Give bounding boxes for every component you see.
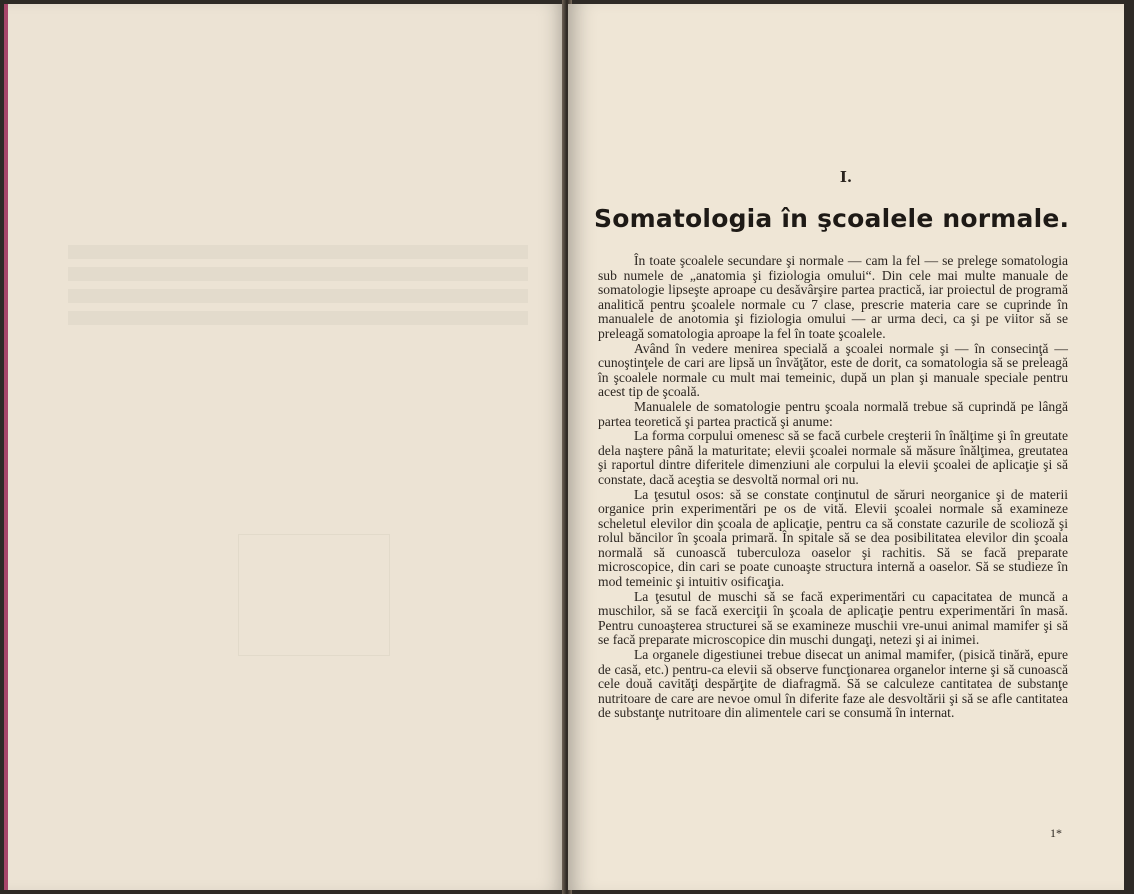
chapter-title: Somatologia în şcoalele normale. <box>594 204 1070 233</box>
paragraph: La organele digestiunei trebue disecat un animal mamifer, (pisică tinără, epure de casă, etc.) pentru-ca elevii să observe funcţionarea organelor interne şi să cunoască cele două cavităţi despărţite de diafragmă. Să se calculeze cantitatea de substanţe nutritoare de care are nevoe omul în diferite faze ale desvoltării şi să se afle cantitatea de substanţe nutritoare din alimentele cari se consumă în internat. <box>598 647 1068 721</box>
signature-mark: 1* <box>1050 826 1062 840</box>
left-page-blank <box>4 4 566 890</box>
paragraph: Manualele de somatologie pentru şcoala normală trebue să cuprindă pe lângă partea teoretică şi partea practică şi anume: <box>598 398 1068 429</box>
right-page <box>568 4 1124 890</box>
paragraph: La forma corpului omenesc să se facă curbele creşterii în înălţime şi în greutate dela naştere până la maturitate; elevii şcoalei normale să măsure înălţimea, greutatea şi raportul dintre diferitele dimenziuni ale corpului la elevii şcoalei de aplicaţie şi să constate, dacă aceştia se desvoltă normal ori nu. <box>598 428 1068 487</box>
bleed-through-shadow <box>68 164 528 333</box>
chapter-number: I. <box>839 168 853 186</box>
chapter-body <box>598 254 1068 721</box>
paragraph: În toate şcoalele secundare şi normale — cam la fel — se prelege somatologia sub numele de „anatomia şi fiziologia omului“. Din cele mai multe manuale de somatologie lipseşte aproape cu desăvârşire partea practică, iar proiectul de programă analitică pentru şcoalele normale cu 7 clase, prescrie materia care se cuprinde în manualele de anotomia şi fiziologia omului — ar urma deci, ca şi pe viitor să se preleagă somatologia aproape la fel în toate şcoalele. <box>598 253 1068 341</box>
paragraph: Având în vedere menirea specială a şcoalei normale şi — în consecinţă — cunoştinţele de cari are lipsă un învăţător, este de dorit, ca somatologia să se preleagă în şcoalele normale cu mult mai temeinic, după un plan şi manuale speciale pentru acest tip de şcoală. <box>598 340 1068 400</box>
paragraph: La ţesutul osos: să se constate conţinutul de săruri neorganice şi de materii organice prin experimentări pe os de vită. Elevii şcoalei normale să examineze scheletul elevilor din şcoala de aplicaţie, pentru ca să constate cazurile de scolioză şi rolul băncilor în şcoala primară. În spitale să se dea posibilitatea elevilor din şcoala normală să cunoască tuberculoza oaselor şi rachitis. Să se facă preparate microscopice, din cari se poate cunoaşte structura internă a oaselor. Să se studieze în mod temeinic şi intuitiv osificaţia. <box>598 486 1068 590</box>
paragraph: La ţesutul de muschi să se facă experimentări cu capacitatea de muncă a muschilor, să se facă exerciţii în şcoala de aplicaţie pentru experimentări în masă. Pentru cunoaşterea structurei să se examineze muschii vre-unui animal mamifer şi să se facă preparate microscopice din muschi dungaţi, netezi şi ai inimei. <box>598 588 1068 648</box>
